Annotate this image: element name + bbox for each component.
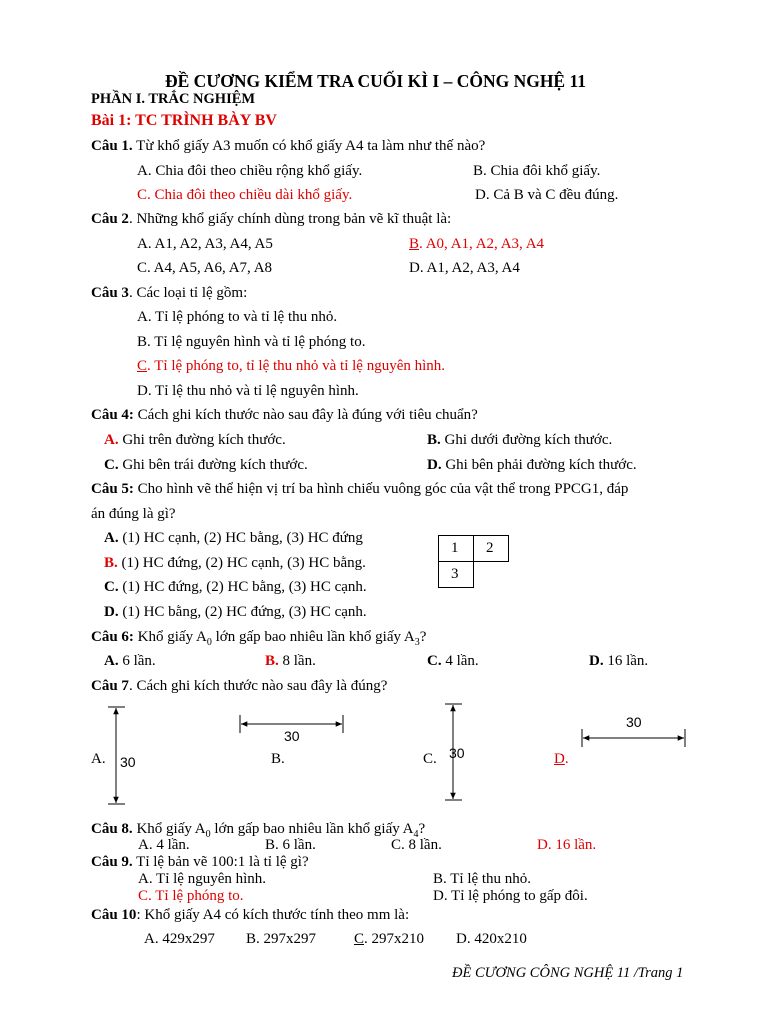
projection-box-2: 2 (473, 535, 509, 562)
q2-option-d: D. A1, A2, A3, A4 (409, 260, 520, 276)
lesson-heading: Bài 1: TC TRÌNH BÀY BV (91, 112, 277, 129)
q7-c-value: 30 (449, 745, 465, 761)
page-footer: ĐỀ CƯƠNG CÔNG NGHỆ 11 /Trang 1 (452, 965, 684, 981)
q3-option-d: D. Tỉ lệ thu nhỏ và tỉ lệ nguyên hình. (137, 383, 359, 399)
question-6: Câu 6: Khổ giấy $A_0$ lớn gấp bao nhiêu lần khổ giấy $A_3$? (91, 629, 427, 648)
question-5-line-2: án đúng là gì? (91, 506, 176, 522)
question-7: Câu 7. Cách ghi kích thước nào sau đây là đúng? (91, 678, 388, 694)
q5-option-a: A. (1) HC cạnh, (2) HC bằng, (3) HC đứng (104, 530, 363, 546)
q6-option-d: D. 16 lần. (589, 653, 649, 669)
question-1: Câu 1. Từ khổ giấy A3 muốn có khổ giấy A4 ta làm như thế nào? (91, 138, 486, 154)
q3-option-a: A. Tỉ lệ phóng to và tỉ lệ thu nhỏ. (137, 309, 338, 325)
q7-option-d-label: D. (554, 751, 569, 767)
q1-option-a: A. Chia đôi theo chiều rộng khổ giấy. (137, 163, 363, 179)
projection-box-3: 3 (438, 561, 474, 588)
q10-option-d: D. 420x210 (456, 931, 527, 947)
q5-option-c: C. (1) HC đứng, (2) HC bằng, (3) HC cạnh. (104, 579, 367, 595)
q9-option-b: B. Tỉ lệ thu nhỏ. (433, 871, 532, 887)
q8-option-b: B. 6 lần. (265, 837, 316, 853)
q4-option-b: B. Ghi dưới đường kích thước. (427, 432, 613, 448)
q5-option-d: D. (1) HC bằng, (2) HC đứng, (3) HC cạnh. (104, 604, 367, 620)
q1-option-d: D. Cả B và C đều đúng. (475, 187, 619, 203)
q10-option-b: B. 297x297 (246, 931, 317, 947)
q4-option-c: C. Ghi bên trái đường kích thước. (104, 457, 308, 473)
q8-option-a: A. 4 lần. (138, 837, 190, 853)
q7-option-b-label: B. (271, 751, 285, 767)
q2-option-a: A. A1, A2, A3, A4, A5 (137, 236, 273, 252)
q1-option-b: B. Chia đôi khổ giấy. (473, 163, 601, 179)
page-title: ĐỀ CƯƠNG KIỂM TRA CUỐI KÌ I – CÔNG NGHỆ 11 (165, 71, 587, 91)
question-10: Câu 10: Khổ giấy A4 có kích thước tính theo mm là: (91, 907, 410, 923)
q8-option-d: D. 16 lần. (537, 837, 597, 853)
q9-option-a: A. Tỉ lệ nguyên hình. (138, 871, 267, 887)
q1-option-c: C. Chia đôi theo chiều dài khổ giấy. (137, 187, 353, 203)
q5-option-b: B. (1) HC đứng, (2) HC cạnh, (3) HC bằng. (104, 555, 366, 571)
question-5: Câu 5: Cho hình vẽ thể hiện vị trí ba hình chiếu vuông góc của vật thể trong PPCG1, đáp (91, 481, 629, 497)
q3-option-c: C. Tỉ lệ phóng to, tỉ lệ thu nhỏ và tỉ lệ nguyên hình. (137, 358, 446, 374)
question-8: Câu 8. Khổ giấy $A_0$ lớn gấp bao nhiêu lần khổ giấy $A_4$? (91, 821, 426, 840)
q10-option-a: A. 429x297 (144, 931, 215, 947)
q6-option-b: B. 8 lần. (265, 653, 316, 669)
q7-b-value: 30 (284, 728, 300, 744)
q3-option-b: B. Tỉ lệ nguyên hình và tỉ lệ phóng to. (137, 334, 366, 350)
q9-option-c: C. Tỉ lệ phóng to. (138, 888, 244, 904)
q6-option-a: A. 6 lần. (104, 653, 156, 669)
question-4: Câu 4: Cách ghi kích thước nào sau đây là đúng với tiêu chuẩn? (91, 407, 478, 423)
part-heading: PHẦN I. TRẮC NGHIỆM (91, 91, 256, 107)
q7-option-a-label: A. (91, 751, 106, 767)
question-9: Câu 9. Tỉ lệ bản vẽ 100:1 là tỉ lệ gì? (91, 854, 309, 870)
q8-option-c: C. 8 lần. (391, 837, 442, 853)
q2-option-c: C. A4, A5, A6, A7, A8 (137, 260, 273, 276)
q6-option-c: C. 4 lần. (427, 653, 479, 669)
q9-option-d: D. Tỉ lệ phóng to gấp đôi. (433, 888, 588, 904)
q2-option-b: B. A0, A1, A2, A3, A4 (409, 236, 545, 252)
q10-option-c: C. 297x210 (354, 931, 425, 947)
q7-option-c-label: C. (423, 751, 437, 767)
q4-option-d: D. Ghi bên phải đường kích thước. (427, 457, 637, 473)
question-3: Câu 3. Các loại tỉ lệ gồm: (91, 285, 248, 301)
projection-box-1: 1 (438, 535, 474, 562)
question-2: Câu 2. Những khổ giấy chính dùng trong bản vẽ kĩ thuật là: (91, 211, 452, 227)
q4-option-a: A. Ghi trên đường kích thước. (104, 432, 286, 448)
q7-d-value: 30 (626, 714, 642, 730)
q7-a-value: 30 (120, 754, 136, 770)
